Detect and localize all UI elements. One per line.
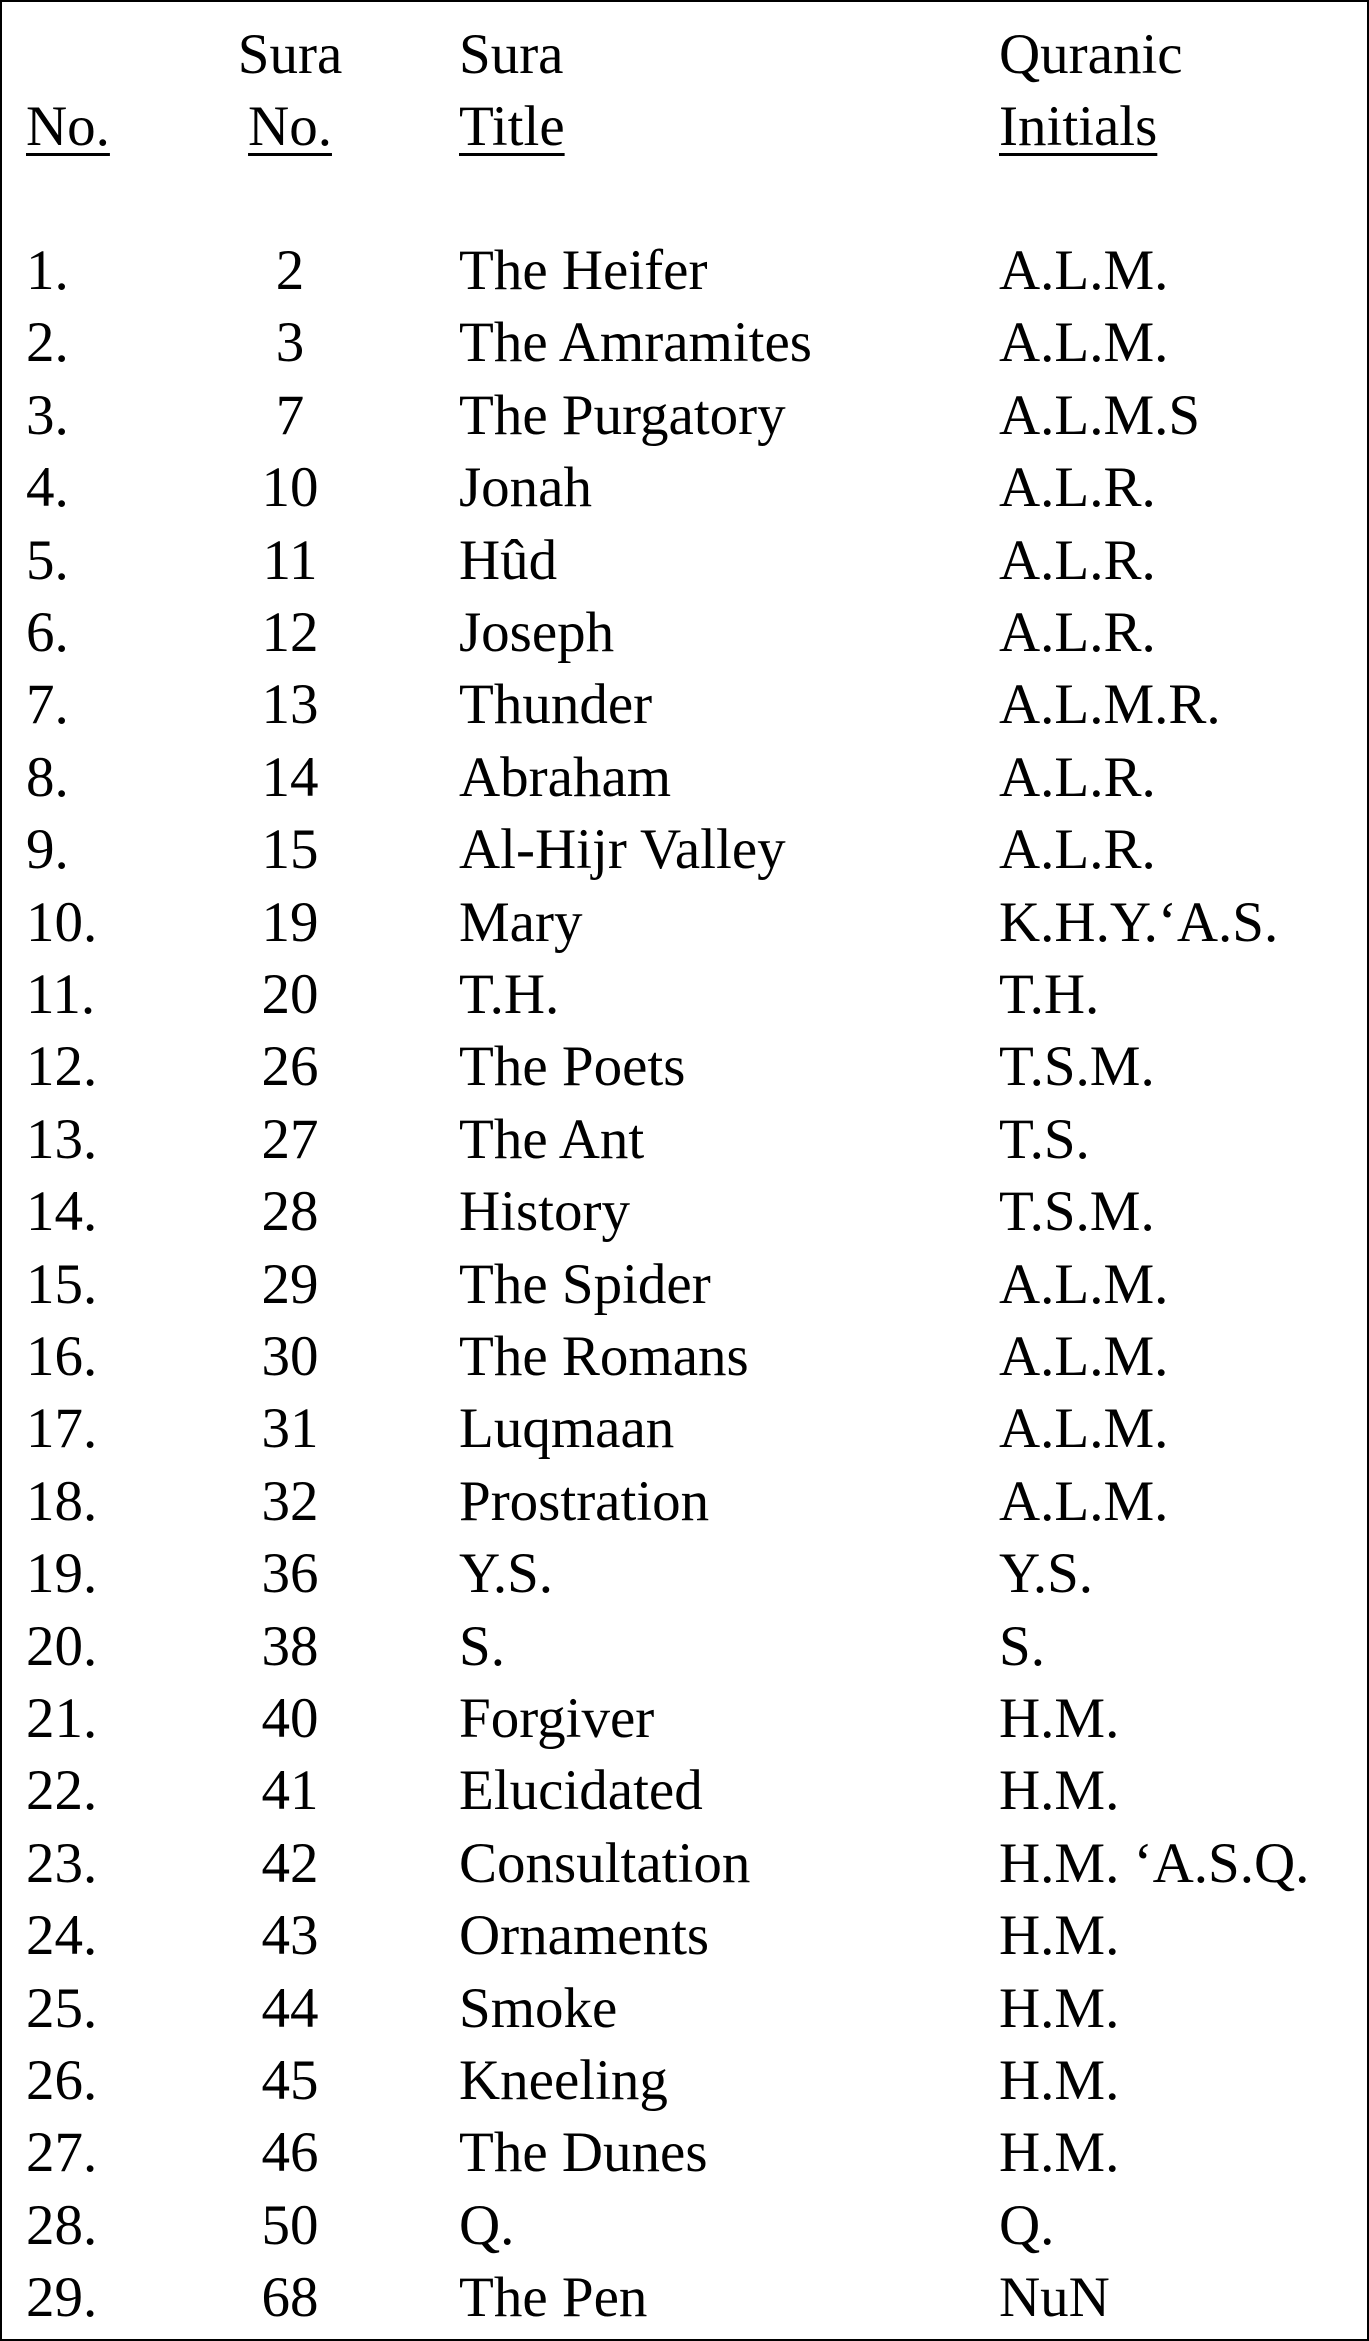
table-row [2,959,1369,1031]
quranic-initials: T.S. [999,1107,1090,1171]
row-number: 20. [26,1614,98,1678]
table-row [2,1900,1369,1972]
sura-number: 46 [261,2121,319,2185]
sura-number: 30 [261,1325,319,1388]
sura-title: Mary [459,890,583,954]
row-number: 14. [26,1180,98,1244]
table-row [2,1393,1369,1465]
quranic-initials: A.L.M. [999,1469,1169,1533]
header-sura-no-top: Sura [237,23,343,86]
row-number: 10. [26,890,98,954]
table-row [2,597,1369,669]
sura-number: 41 [261,1759,319,1823]
sura-title: Hûd [459,528,558,592]
sura-title: Y.S. [459,1542,554,1606]
row-number: 12. [26,1035,98,1099]
row-number: 23. [26,1831,98,1895]
sura-number: 31 [261,1397,319,1461]
sura-number: 11 [262,528,318,592]
quranic-initials: NuN [999,2266,1110,2330]
quranic-initials: A.L.R. [999,456,1156,520]
sura-number: 68 [261,2266,319,2330]
sura-title: Consultation [459,1831,751,1895]
row-number: 1. [26,239,69,302]
quranic-initials: A.L.M. [999,1397,1169,1461]
header-title-top: Sura [459,23,564,86]
row-number: 5. [26,528,69,592]
quranic-initials: H.M. ‘A.S.Q. [999,1831,1310,1895]
sura-number: 3 [275,311,305,375]
table-row [2,1321,1369,1393]
sura-title: The Ant [459,1107,645,1171]
row-number: 18. [26,1469,98,1533]
quranic-initials: H.M. [999,1976,1120,2040]
sura-title: Abraham [459,745,672,809]
sura-number: 27 [261,1107,319,1171]
sura-number: 42 [261,1831,319,1895]
quranic-initials: H.M. [999,2121,1120,2185]
quranic-initials: A.L.R. [999,601,1156,664]
sura-title: The Purgatory [459,383,786,447]
sura-title: Luqmaan [459,1397,675,1461]
sura-title: Prostration [459,1469,710,1533]
table-row [2,1176,1369,1248]
sura-number: 43 [261,1904,319,1968]
quranic-initials: K.H.Y.‘A.S. [999,890,1279,954]
row-number: 6. [26,601,69,664]
sura-number: 45 [261,2049,319,2112]
table-row [2,887,1369,959]
sura-title: Kneeling [459,2049,668,2112]
table-row [2,235,1369,307]
table-row [2,1466,1369,1538]
sura-title: The Romans [459,1325,749,1388]
table-row [2,742,1369,814]
sura-title: The Dunes [459,2121,708,2185]
quranic-initials: A.L.M.S [999,383,1201,447]
sura-title: The Amramites [459,311,812,375]
sura-number: 40 [261,1687,319,1750]
sura-number: 44 [261,1976,319,2040]
row-number: 19. [26,1542,98,1606]
row-number: 9. [26,818,69,882]
header-title-bottom: Title [459,95,565,158]
table-row [2,1104,1369,1176]
sura-number: 26 [261,1035,319,1099]
row-number: 11. [26,963,96,1026]
sura-title: Joseph [459,601,615,664]
quranic-initials: H.M. [999,1687,1120,1750]
header-row-top [2,19,1369,91]
table-row [2,2190,1369,2262]
sura-number: 15 [261,818,319,882]
quranic-initials: T.H. [999,963,1100,1026]
sura-number: 50 [261,2193,319,2257]
row-number: 26. [26,2049,98,2112]
table-row [2,2045,1369,2117]
sura-number: 12 [261,601,319,664]
quranic-initials: A.L.R. [999,745,1156,809]
sura-number: 38 [261,1614,319,1678]
sura-title: History [459,1180,630,1244]
table-row [2,452,1369,524]
quranic-initials: A.L.R. [999,818,1156,882]
row-number: 22. [26,1759,98,1823]
sura-number: 32 [261,1469,319,1533]
sura-title: The Pen [459,2266,648,2330]
table-row [2,1611,1369,1683]
header-sura-no-bottom: No. [248,95,332,158]
sura-number: 20 [261,963,319,1026]
sura-title: T.H. [459,963,560,1026]
row-number: 8. [26,745,69,809]
table-row [2,380,1369,452]
row-number: 13. [26,1107,98,1171]
row-number: 3. [26,383,69,447]
table-row [2,1828,1369,1900]
quranic-initials: Q. [999,2193,1055,2257]
header-row-bottom [2,91,1369,163]
sura-title: Ornaments [459,1904,710,1968]
row-number: 2. [26,311,69,375]
row-number: 29. [26,2266,98,2330]
row-number: 16. [26,1325,98,1388]
quranic-initials: H.M. [999,2049,1120,2112]
sura-title: Q. [459,2193,515,2257]
table-row [2,1031,1369,1103]
row-number: 7. [26,673,69,737]
table-row [2,1538,1369,1610]
sura-number: 2 [275,239,305,302]
sura-title: The Poets [459,1035,686,1099]
quranic-initials: T.S.M. [999,1035,1155,1099]
table-row [2,1249,1369,1321]
quranic-initials: A.L.R. [999,528,1156,592]
sura-number: 10 [261,456,319,520]
sura-title: Smoke [459,1976,618,2040]
row-number: 17. [26,1397,98,1461]
table-row [2,525,1369,597]
row-number: 21. [26,1687,98,1750]
row-number: 15. [26,1252,98,1316]
sura-number: 36 [261,1542,319,1606]
quranic-initials: H.M. [999,1904,1120,1968]
quranic-initials: A.L.M. [999,1252,1169,1316]
sura-title: Elucidated [459,1759,703,1823]
row-number: 28. [26,2193,98,2257]
row-number: 24. [26,1904,98,1968]
quranic-initials: A.L.M. [999,311,1169,375]
sura-number: 7 [275,383,305,447]
sura-title: S. [459,1614,505,1678]
table-row [2,1973,1369,2045]
sura-title: The Heifer [459,239,708,302]
row-number: 27. [26,2121,98,2185]
table-row [2,307,1369,379]
quranic-initials: A.L.M.R. [999,673,1221,737]
table-row [2,814,1369,886]
sura-number: 19 [261,890,319,954]
row-number: 25. [26,1976,98,2040]
sura-number: 14 [261,745,319,809]
quranic-initials: H.M. [999,1759,1120,1823]
table-row [2,1683,1369,1755]
sura-title: Jonah [459,456,592,520]
quranic-initials: T.S.M. [999,1180,1155,1244]
sura-title: Thunder [459,673,653,737]
table-row [2,2262,1369,2334]
sura-number: 13 [261,673,319,737]
quranic-initials: Y.S. [999,1542,1094,1606]
sura-number: 28 [261,1180,319,1244]
header-initials-bottom: Initials [999,95,1158,158]
quranic-initials: A.L.M. [999,239,1169,302]
table-row [2,669,1369,741]
sura-title: Al-Hijr Valley [459,818,786,882]
sura-number: 29 [261,1252,319,1316]
quranic-initials: A.L.M. [999,1325,1169,1388]
row-number: 4. [26,456,69,520]
table-row [2,1755,1369,1827]
header-no: No. [26,95,110,158]
sura-title: Forgiver [459,1687,655,1750]
table-row [2,2117,1369,2189]
quranic-initials: S. [999,1614,1045,1678]
header-initials-top: Quranic [999,23,1183,86]
sura-title: The Spider [459,1252,711,1316]
